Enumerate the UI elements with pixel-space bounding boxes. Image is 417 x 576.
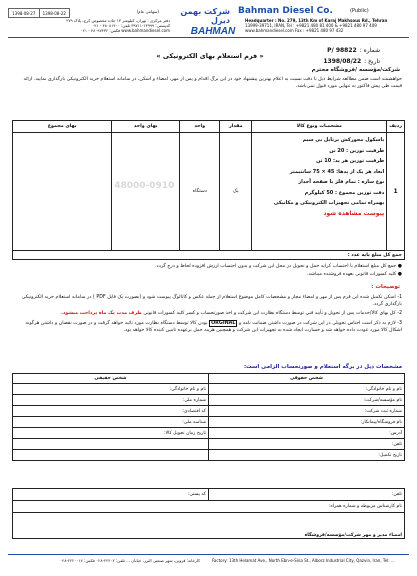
header-divider — [8, 37, 409, 38]
field-expert[interactable]: نام کارشناس مربوطه و شماره همراه: — [13, 501, 405, 513]
item-unit-price[interactable] — [112, 133, 180, 251]
desc-attachment-link[interactable]: پیوست مشاهده شود — [323, 209, 385, 217]
desc-line: دقت توزین مجموع : 50 کیلوگرم — [304, 189, 385, 196]
desc-line: ظرفیت توزین : 20 تن — [329, 147, 385, 154]
col-qty: مقدار — [220, 121, 252, 133]
notes — [16, 294, 402, 334]
details-header-legal: شخص حقوقی — [209, 374, 405, 384]
bullet-item: ● کلیه کسورات قانونی بعهده فروشنده میباشد. — [307, 272, 402, 277]
field-person-name[interactable]: نام و نام خانوادگی: — [13, 384, 209, 395]
footer-divider — [8, 554, 409, 555]
col-row: ردیف — [387, 121, 405, 133]
footer-en: Factory: 13th Helamat Ave., North Ebn-e-Sina St., Alborz Industrial City, Qazvin, Iran, Tel: ... — [212, 558, 395, 563]
items-table-header — [13, 121, 405, 133]
address-fa — [20, 18, 170, 33]
address-en-line-3: www.bahmandiesel.com Fax : +9821 480 97 432 — [245, 28, 344, 33]
details-row — [13, 406, 405, 417]
doc-number — [300, 47, 380, 54]
note-red-highlight: ظرف مدت یک ماه پرداخت میشود. — [61, 311, 142, 317]
sign-table — [12, 488, 405, 539]
note-3: 3- لازم به ذکر است اجناس تحویلی در این شرکت در صورت داشتن ضمانت نامه و ORGINAL بودن کالا توسط دستگاه نظارت مورد تائید خواهد گرفت و در صورت نقصان و داشتن هرگونه اشکال کالا مورد عودت داده خواهد شد و خسارت ایجاد شده به تجهیزات این شرکت و همچنین هزینه حمل برعهده تامین کننده کالا خواهد بود. — [25, 320, 402, 333]
sign-row — [13, 513, 405, 539]
item-total[interactable] — [13, 133, 112, 251]
details-row — [13, 439, 405, 450]
form-title: « فرم استعلام بهای الکترونیکی » — [156, 52, 264, 60]
doc-date-label: تاریخ : — [364, 58, 380, 65]
address-fa-line-2: کدپستی: ۱۳۹۹۹-۳۹۷۱۱ تلفن: ۴۸۰۸۱۴۰۰ - ۰۲۱ — [92, 23, 170, 28]
details-table — [12, 373, 405, 461]
stamp-date-1: 1398-08-27 — [9, 9, 40, 17]
company-public-en: (Public) — [350, 8, 369, 14]
field-national-code[interactable]: شناسه ملی: — [13, 417, 209, 428]
col-unit-price: بهای واحد — [112, 121, 180, 133]
desc-line: نوع سازه : تمام فلز با صفحه آجدار — [298, 179, 385, 185]
item-description — [252, 133, 387, 251]
desc-line: بهمراه تمامی تجهیزات الکترونیکی و مکانیکی — [273, 200, 385, 206]
doc-date — [300, 58, 380, 65]
total-row-label: جمع کل مبلغ بایه عدد : — [13, 251, 405, 260]
details-row — [13, 428, 405, 439]
bahman-logo — [185, 21, 241, 36]
field-phone[interactable]: تلفن: — [209, 439, 405, 450]
note-1: 1- اسکن تکمیل شده این فرم پس از مهر و امضاء مجاز و مشخصات کامل موضوع استعلام از جمله عکس و کاتالوگ پیوست شود و (بصورت یک فایل PDF ) در سامانه استعلام خرید الکترونیکی بارگذاری گردد. — [21, 295, 402, 308]
details-row — [13, 395, 405, 406]
col-desc: مشخصات ونوع کالا — [252, 121, 387, 133]
field-legal-name[interactable]: نام و نام خانوادگی: — [209, 384, 405, 395]
field-delivery-date[interactable]: تاریخ زمان تحویل کالا: — [13, 428, 209, 439]
field-signature[interactable]: امضاء مدیر و مهر شرکت/مؤسسه/فروشگاه — [13, 513, 405, 539]
desc-line: ظرفیت توزین هر پد: 10 تن — [316, 158, 385, 164]
details-row — [13, 417, 405, 428]
note-2: 2- کل بهای کالا/خدمات پس از تحویل و تأیید فنی توسط دستگاه نظارت این شرکت و اخذ صورتحساب و کسر کلیه کسورات قانونی ظرف مدت یک ماه پرداخت میشود. — [61, 311, 402, 317]
address-fa-line-3: www.bahmandiesel.com فکس: ۴۸۰۹۷۴۳۲ - ۰۲۱ — [80, 28, 170, 33]
stamp-number: 48000-0910 — [114, 181, 175, 191]
addressee: شرکت/مؤسسه /فروشگاه محترم — [311, 67, 400, 73]
field-complete-date[interactable]: تاریخ تکمیل: — [209, 450, 405, 461]
doc-number-value: P/ 98822 — [327, 47, 357, 54]
doc-date-value: 1398/08/22 — [323, 58, 362, 65]
details-row — [13, 450, 405, 461]
bullet-item: ● جمع کل مبلغ استعلام با احتساب کرایه حمل و تحویل در محل این شرکت و بدون احتساب ارزش افزوده لحاظ و درج گردد. — [155, 264, 402, 269]
table-row — [13, 133, 405, 251]
details-header — [13, 374, 405, 384]
address-en — [245, 18, 410, 33]
notes-title: توضیحات : — [371, 284, 400, 290]
bullets — [18, 263, 402, 279]
items-table — [12, 120, 405, 260]
bullet-text: جمع کل مبلغ استعلام با احتساب کرایه حمل و تحویل در محل این شرکت و بدون احتساب ارزش افزوده لحاظ و درج گردد. — [155, 264, 397, 269]
stamp-date-2: 1398-08-22 — [42, 11, 66, 16]
orginal-box: ORGINAL — [211, 320, 236, 326]
bahman-logo-icon — [185, 24, 241, 36]
field-tel[interactable]: تلفن: — [209, 489, 405, 501]
intro-text: خواهشمند است ضمن مطالعه شرایط ذیل با دقت نسبت به اعلام بهترین پیشنهاد خود در این برگ اقدام و پس از مهر، امضاء و اسکن، در سامانه استعلام خرید الکترونیکی بارگذاری نمایید. ارائه قیمت طی پیش فاکتور به تنهایی مورد قبول نمی‌باشد. — [23, 77, 402, 89]
col-total: بهای مجموع — [13, 121, 112, 133]
item-unit: دستگاه — [180, 133, 220, 251]
details-title: مشخصات ذیل در برگه استعلام و صورتحساب الزامی است: — [243, 364, 402, 370]
field-postal-code[interactable]: کد پستی: — [13, 489, 209, 501]
desc-line: ابعاد هر یک از پدها: 45 × 75 سانتیمتر — [289, 168, 385, 175]
empty-cell — [13, 439, 209, 450]
field-company[interactable]: نام مؤسسه/شرکت: — [209, 395, 405, 406]
empty-cell — [13, 450, 209, 461]
col-unit: واحد — [180, 121, 220, 133]
desc-line: باسکول محورکش پرتابل بی سیم — [302, 137, 385, 143]
address-fa-line-1: دفتر مرکزی : تهران، کیلومتر ۱۳ جاده مخصوص کرج، پلاک ۲۷۹ — [66, 18, 170, 23]
item-qty: یک — [220, 133, 252, 251]
bullet-text: کلیه کسورات قانونی بعهده فروشنده میباشد. — [307, 272, 397, 277]
logo-text: BAHMAN — [190, 26, 236, 36]
sign-row — [13, 501, 405, 513]
total-row — [13, 251, 405, 260]
details-row — [13, 384, 405, 395]
doc-number-label: شماره : — [359, 47, 380, 54]
company-name-fa: شرکت بهمن دیزل — [180, 7, 230, 25]
field-reg-number[interactable]: شماره ثبت شرکت: — [209, 406, 405, 417]
sign-row — [13, 489, 405, 501]
details-header-person: شخص حقیقی — [13, 374, 209, 384]
field-national-id[interactable]: شماره ملی: — [13, 395, 209, 406]
row-index: 1 — [387, 133, 405, 251]
field-address[interactable]: آدرس: — [209, 428, 405, 439]
field-shop[interactable]: نام فروشگاه/پیمانکار: — [209, 417, 405, 428]
footer-fa: کارخانه: قزوین، شهر صنعتی البرز، خیابان ... تلفن: ۲۲۲۰۲-۰۲۸ فکس: ۲۲۲۰۰۱۴-۰۲۸ — [59, 558, 200, 563]
company-public-fa: (سهامی عام) — [136, 9, 159, 14]
address-en-line-1: Headquarter : No. 279, 13th Km of Karaj Makhsous Rd., Tehran — [245, 18, 388, 23]
address-en-line-2: 13999-39711, IRAN, Tel : +9821 480 81 400 & +9821 480 97 409 — [245, 23, 377, 28]
header-stamp-box — [8, 8, 70, 18]
company-name-en: Bahman Diesel Co. — [238, 6, 333, 16]
field-economic-code[interactable]: کد اقتصادی: — [13, 406, 209, 417]
